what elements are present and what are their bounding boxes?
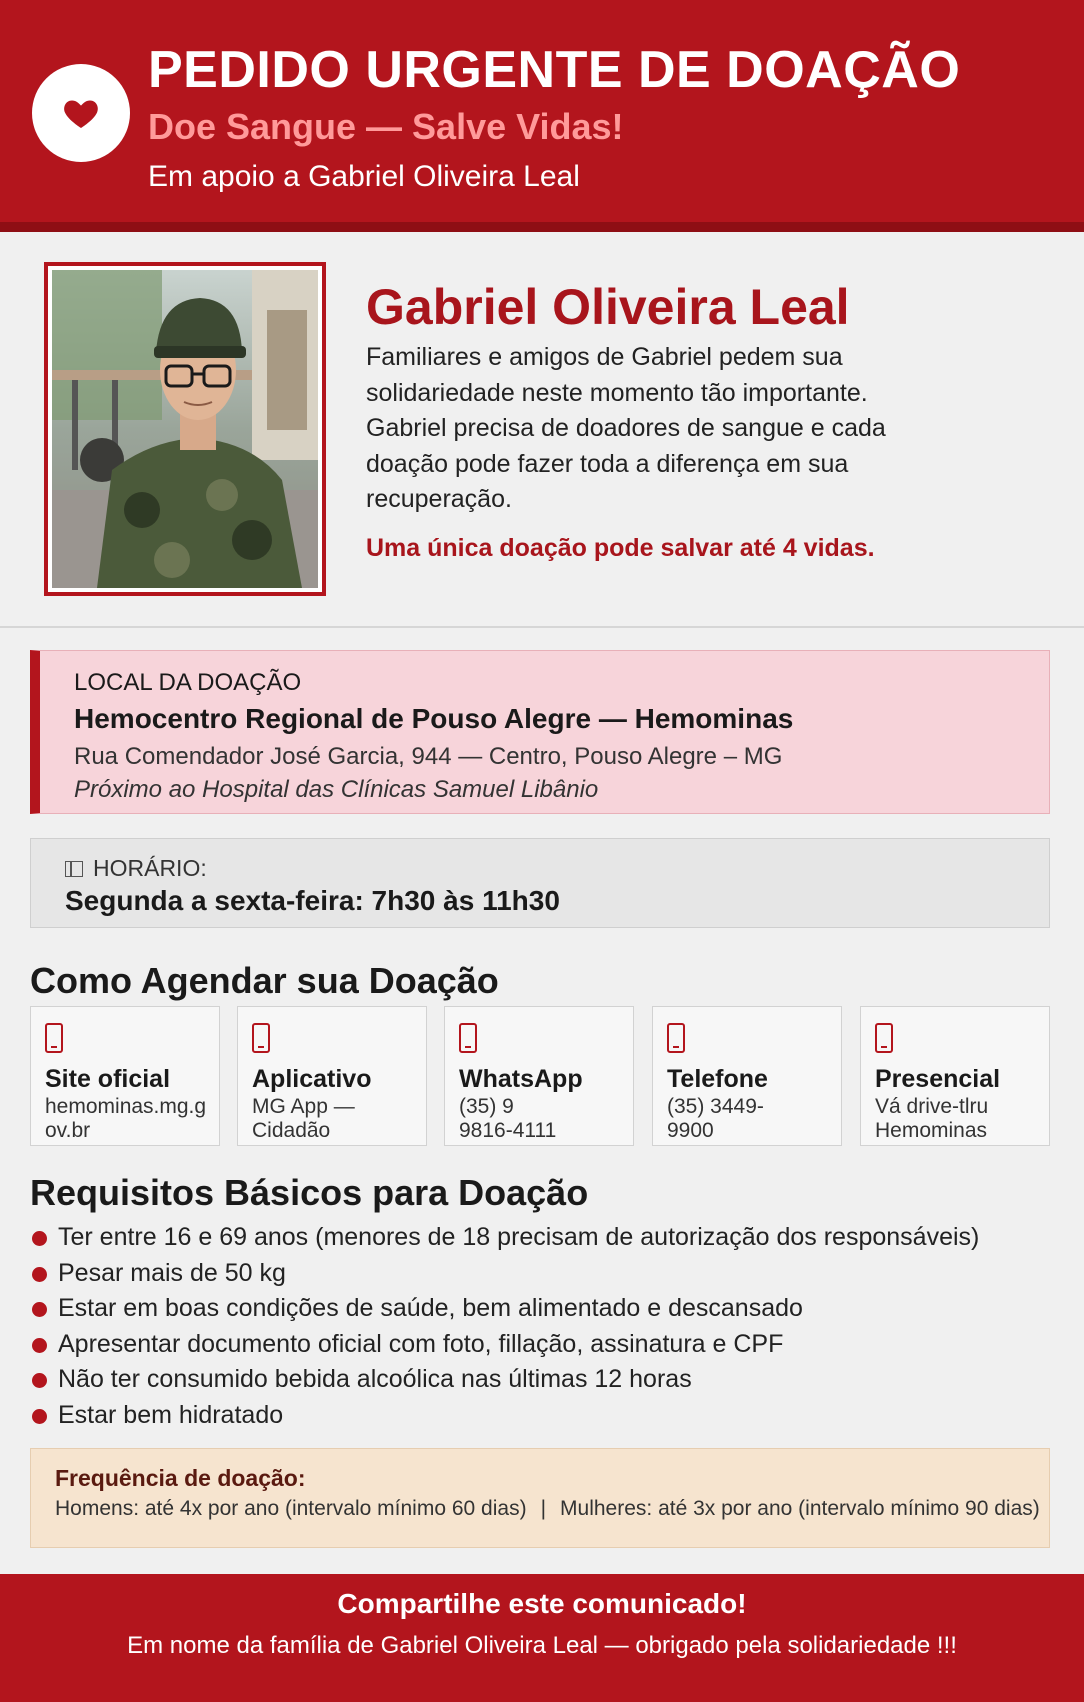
option-text: hemominas.mg.gov.br xyxy=(45,1095,207,1142)
location-nearby: Próximo ao Hospital das Clínicas Samuel Libânio xyxy=(74,776,599,803)
option-title: Aplicativo xyxy=(252,1065,372,1093)
profile-photo-frame xyxy=(44,262,326,596)
frequency-label: Frequência de doação: xyxy=(55,1465,306,1491)
option-text: Vá drive-tlru Hemominas xyxy=(875,1095,989,1142)
hours-label-text: HORÁRIO: xyxy=(93,855,207,881)
requirements-list xyxy=(30,1220,979,1433)
phone-icon xyxy=(667,1023,685,1053)
footer-banner xyxy=(0,1574,1084,1702)
list-item: Apresentar documento oficial com foto, fillação, assinatura e CPF xyxy=(30,1327,979,1363)
option-title: Telefone xyxy=(667,1065,768,1093)
footer-text: Em nome da família de Gabriel Oliveira Leal — obrigado pela solidariedade !!! xyxy=(127,1632,957,1659)
highlight-message: Uma única doação pode salvar até 4 vidas. xyxy=(366,534,875,562)
frequency-women: Mulheres: até 3x por ano (intervalo mínimo 90 dias) xyxy=(560,1497,1040,1520)
section-divider xyxy=(0,626,1084,628)
header-banner xyxy=(0,0,1084,232)
page-title: PEDIDO URGENTE DE DOAÇÃO xyxy=(148,41,961,99)
location-label: LOCAL DA DOAÇÃO xyxy=(74,669,302,696)
list-item: Estar em boas condições de saúde, bem alimentado e descansado xyxy=(30,1291,979,1327)
list-item: Não ter consumido bebida alcoólica nas últimas 12 horas xyxy=(30,1362,979,1398)
requirements-title: Requisitos Básicos para Doação xyxy=(30,1172,589,1213)
option-text: (35) 3449-9900 xyxy=(667,1095,764,1142)
heart-badge xyxy=(32,64,130,162)
location-name: Hemocentro Regional de Pouso Alegre — Hemominas xyxy=(74,703,794,734)
frequency-box xyxy=(30,1448,1050,1548)
schedule-option-whatsapp[interactable] xyxy=(444,1006,634,1146)
phone-icon xyxy=(875,1023,893,1053)
list-item: Pesar mais de 50 kg xyxy=(30,1256,979,1292)
option-text: MG App — Cidadão xyxy=(252,1095,355,1142)
person-description: Familiares e amigos de Gabriel pedem sua solidariedade neste momento tão importante. Gabriel precisa de doadores de sangue e cada doação pode fazer toda a diferença em sua recuperação. xyxy=(366,343,886,513)
list-item: Ter entre 16 e 69 anos (menores de 18 precisam de autorização dos responsáveis) xyxy=(30,1220,979,1256)
profile-photo xyxy=(52,270,318,588)
heart-icon xyxy=(61,93,101,133)
person-name: Gabriel Oliveira Leal xyxy=(366,279,850,335)
option-title: WhatsApp xyxy=(459,1065,583,1093)
list-item: Estar bem hidratado xyxy=(30,1398,979,1434)
frequency-separator: | xyxy=(540,1497,547,1520)
location-box xyxy=(30,650,1050,814)
support-line: Em apoio a Gabriel Oliveira Leal xyxy=(148,160,580,193)
phone-icon xyxy=(252,1023,270,1053)
calendar-icon xyxy=(65,861,83,877)
hours-value: Segunda a sexta-feira: 7h30 às 11h30 xyxy=(65,885,560,916)
schedule-options xyxy=(30,1006,1050,1148)
location-address: Rua Comendador José Garcia, 944 — Centro, Pouso Alegre – MG xyxy=(74,743,783,770)
schedule-option-in-person[interactable] xyxy=(860,1006,1050,1146)
schedule-option-site[interactable] xyxy=(30,1006,220,1146)
phone-icon xyxy=(459,1023,477,1053)
hours-label xyxy=(65,855,207,882)
option-title: Presencial xyxy=(875,1065,1001,1093)
page-subtitle: Doe Sangue — Salve Vidas! xyxy=(148,106,624,147)
option-title: Site oficial xyxy=(45,1065,171,1093)
schedule-option-phone[interactable] xyxy=(652,1006,842,1146)
footer-title: Compartilhe este comunicado! xyxy=(337,1588,747,1619)
phone-icon xyxy=(45,1023,63,1053)
schedule-option-app[interactable] xyxy=(237,1006,427,1146)
frequency-men: Homens: até 4x por ano (intervalo mínimo 60 dias) xyxy=(55,1497,527,1520)
option-text: (35) 9 9816-4111 xyxy=(459,1095,557,1142)
frequency-text xyxy=(55,1497,1040,1521)
schedule-title: Como Agendar sua Doação xyxy=(30,960,499,1001)
hours-box xyxy=(30,838,1050,928)
